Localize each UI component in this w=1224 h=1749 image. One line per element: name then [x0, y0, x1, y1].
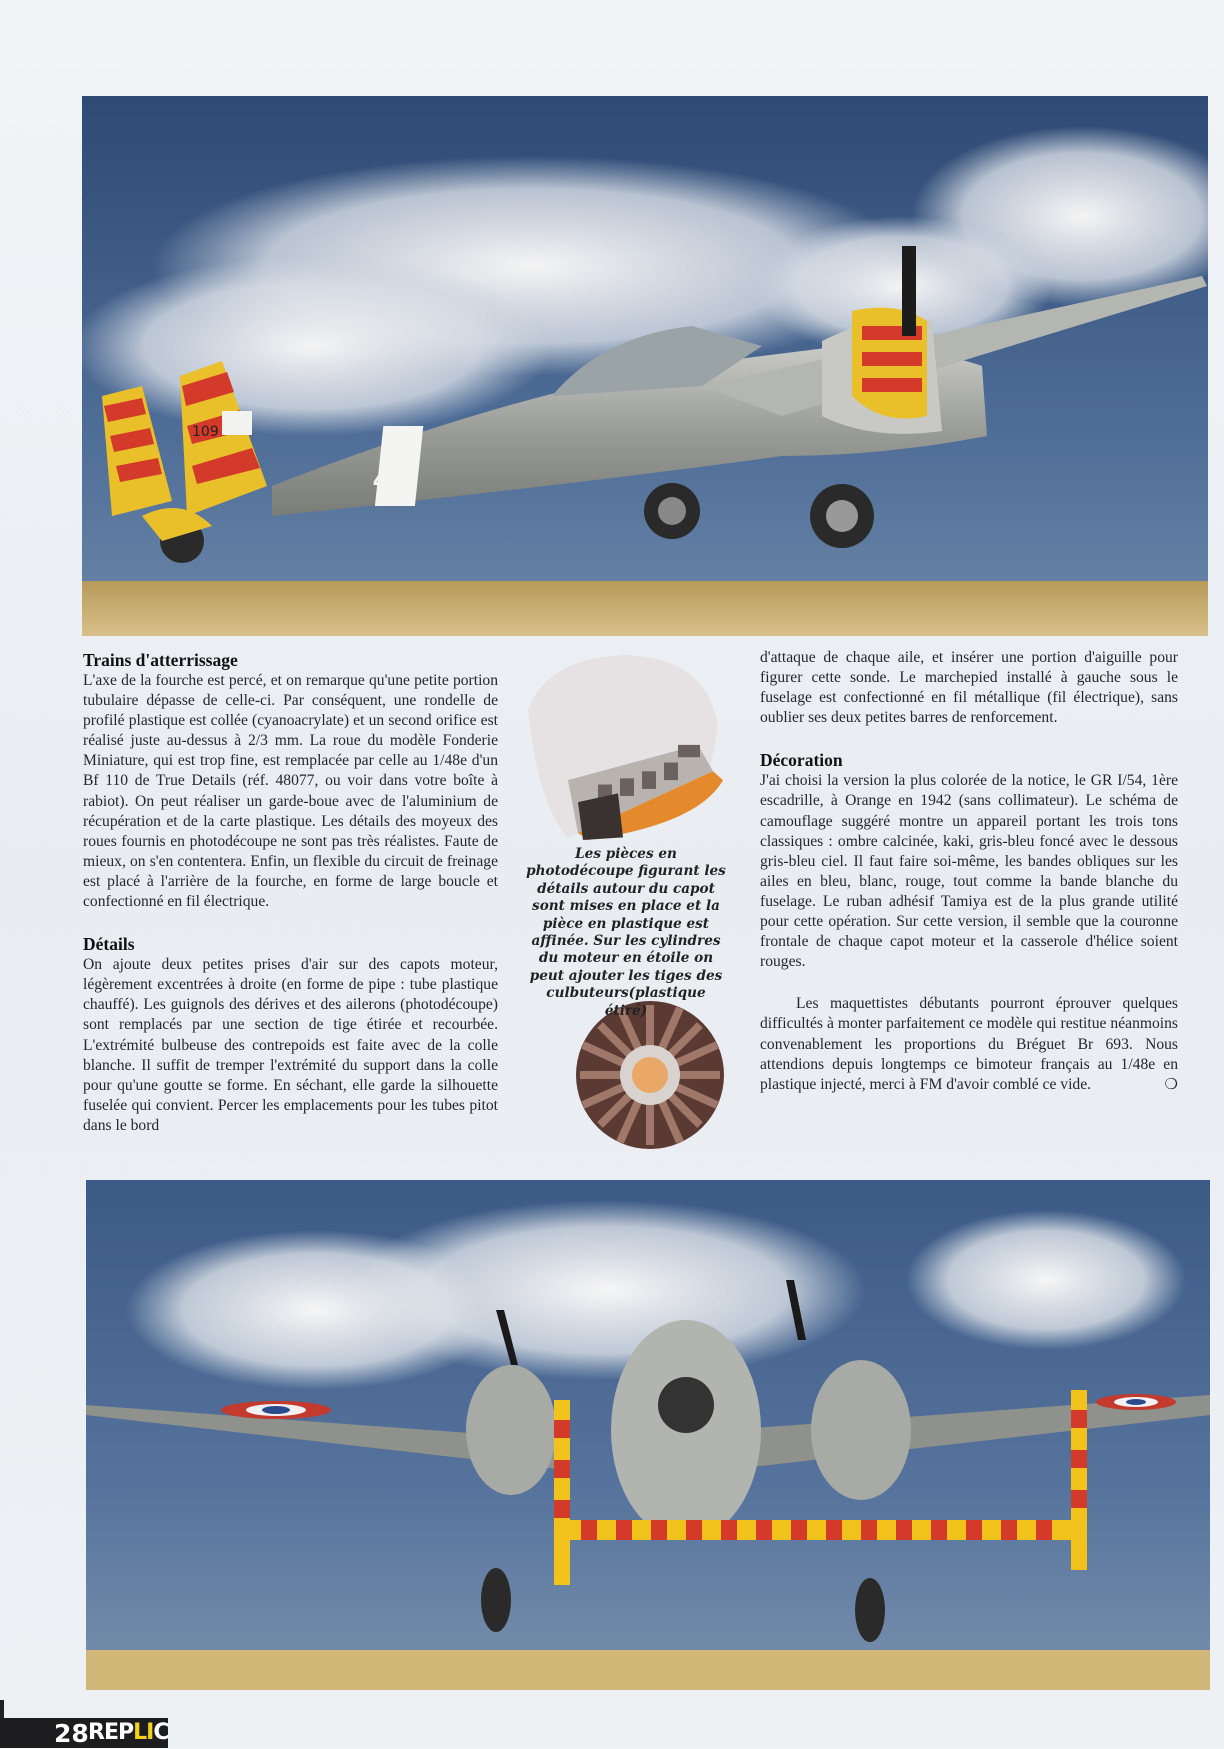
aircraft-rear-photo [86, 1180, 1210, 1690]
paragraph-decoration: J'ai choisi la version la plus colorée de la notice, le GR I/54, 1ère escadrille, à Orange en 1942 (sans collimateur). Le schéma de camouflage suggéré montre un appareil portant les trois tons classiques : ombre calcinée, kaki, gris-bleu foncé avec le dessous gris-bleu ciel. Il faut faire soi-même, les bandes obliques sur les ailes en bleu, blanc, rouge, tout comme la bande blanche du fuselage. Le ruban adhésif Tamiya est de la plus grande utilité pour cette opération. Sur cette version, il semble que la couronne frontale de chaque capot moteur et la casserole d'hélice soient rouges. [760, 772, 1178, 971]
logo-part: C [153, 1720, 169, 1745]
photo-caption: Les pièces en photodécoupe figurant les détails autour du capot sont mises en place et la pièce en plastique est affinée. Sur les cylindres du moteur en étoile on peut ajouter les tiges des culbuteurs(plastique étiré) [526, 846, 726, 1019]
heading-details: Détails [83, 934, 135, 955]
paragraph-landing-gear: L'axe de la fourche est percé, et on remarque qu'une petite portion tubulaire dépasse de celle-ci. Par conséquent, une rondelle de profilé plastique est collée (cyanoacrylate) et un second orifice est réalisé juste au-dessus à 2/3 mm. La roue du modèle Fonderie Miniature, qui est trop fine, est remplacée par celle au 1/48e d'un Bf 110 de True Details (réf. 48077, ou voir dans votre boîte à rabiot). On peut réaliser un garde-boue avec de l'aluminium de récupération et de la carte plastique. Les détails des moyeux des roues fournis en photodécoupe ne sont pas très réalistes. Faute de mieux, on s'en contentera. Enfin, un flexible du circuit de freinage est placé à l'arrière de la fourche, en forme de large boucle et confectionné en fil électrique. [83, 672, 498, 911]
logo-part: REP [88, 1720, 134, 1745]
aircraft-side-photo [82, 96, 1208, 636]
paragraph-conclusion [760, 994, 1178, 1094]
paragraph-details: On ajoute deux petites prises d'air sur des capots moteur, légèrement excentrées à droite (en forme de pipe : tube plastique chauffé). Les guignols des dérives et des ailerons (photodécoupe) sont remplacés par une section de tige étirée et recourbée. L'extrémité bulbeuse des contrepoids est faite avec de la colle blanche. Il suffit de tremper l'extrémité du support dans la colle pour qu'une goutte se forme. En séchant, elle garde la silhouette fuselée qui convient. Percer les emplacements pour les tubes pitot dans le bord [83, 956, 498, 1134]
page-footer [0, 1718, 168, 1748]
magazine-logo [88, 1718, 168, 1748]
cowling-photo [508, 648, 730, 840]
heading-landing-gear: Trains d'atterrissage [83, 650, 238, 670]
tail-code: 109 [192, 424, 219, 440]
radial-engine-photo [575, 1000, 725, 1150]
paragraph-details-continued: d'attaque de chaque aile, et insérer une portion d'aiguille pour figurer cette sonde. Le marchepied installé à gauche sous le fuselage est confectionné en fil métallique (fil électrique), sans oublier ses deux petites barres de renforcement. [760, 649, 1178, 727]
left-text-column [83, 650, 498, 1136]
logo-highlight: LI [133, 1720, 154, 1745]
page-number: 28 [54, 1719, 89, 1748]
heading-decoration: Décoration [760, 750, 843, 771]
end-mark-icon: ❍ [1164, 1076, 1178, 1093]
fuselage-number: 4 [372, 460, 394, 500]
conclusion-text: Les maquettistes débutants pourront éprouver quelques difficultés à monter parfaitement ce modèle qui restitue néanmoins convenablement les proportions du Bréguet Br 693. Nous attendions depuis longtemps ce bimoteur français au 1/48e en plastique injecté, merci à FM d'avoir comblé ce vide. [760, 995, 1178, 1093]
right-text-column [760, 648, 1178, 1095]
